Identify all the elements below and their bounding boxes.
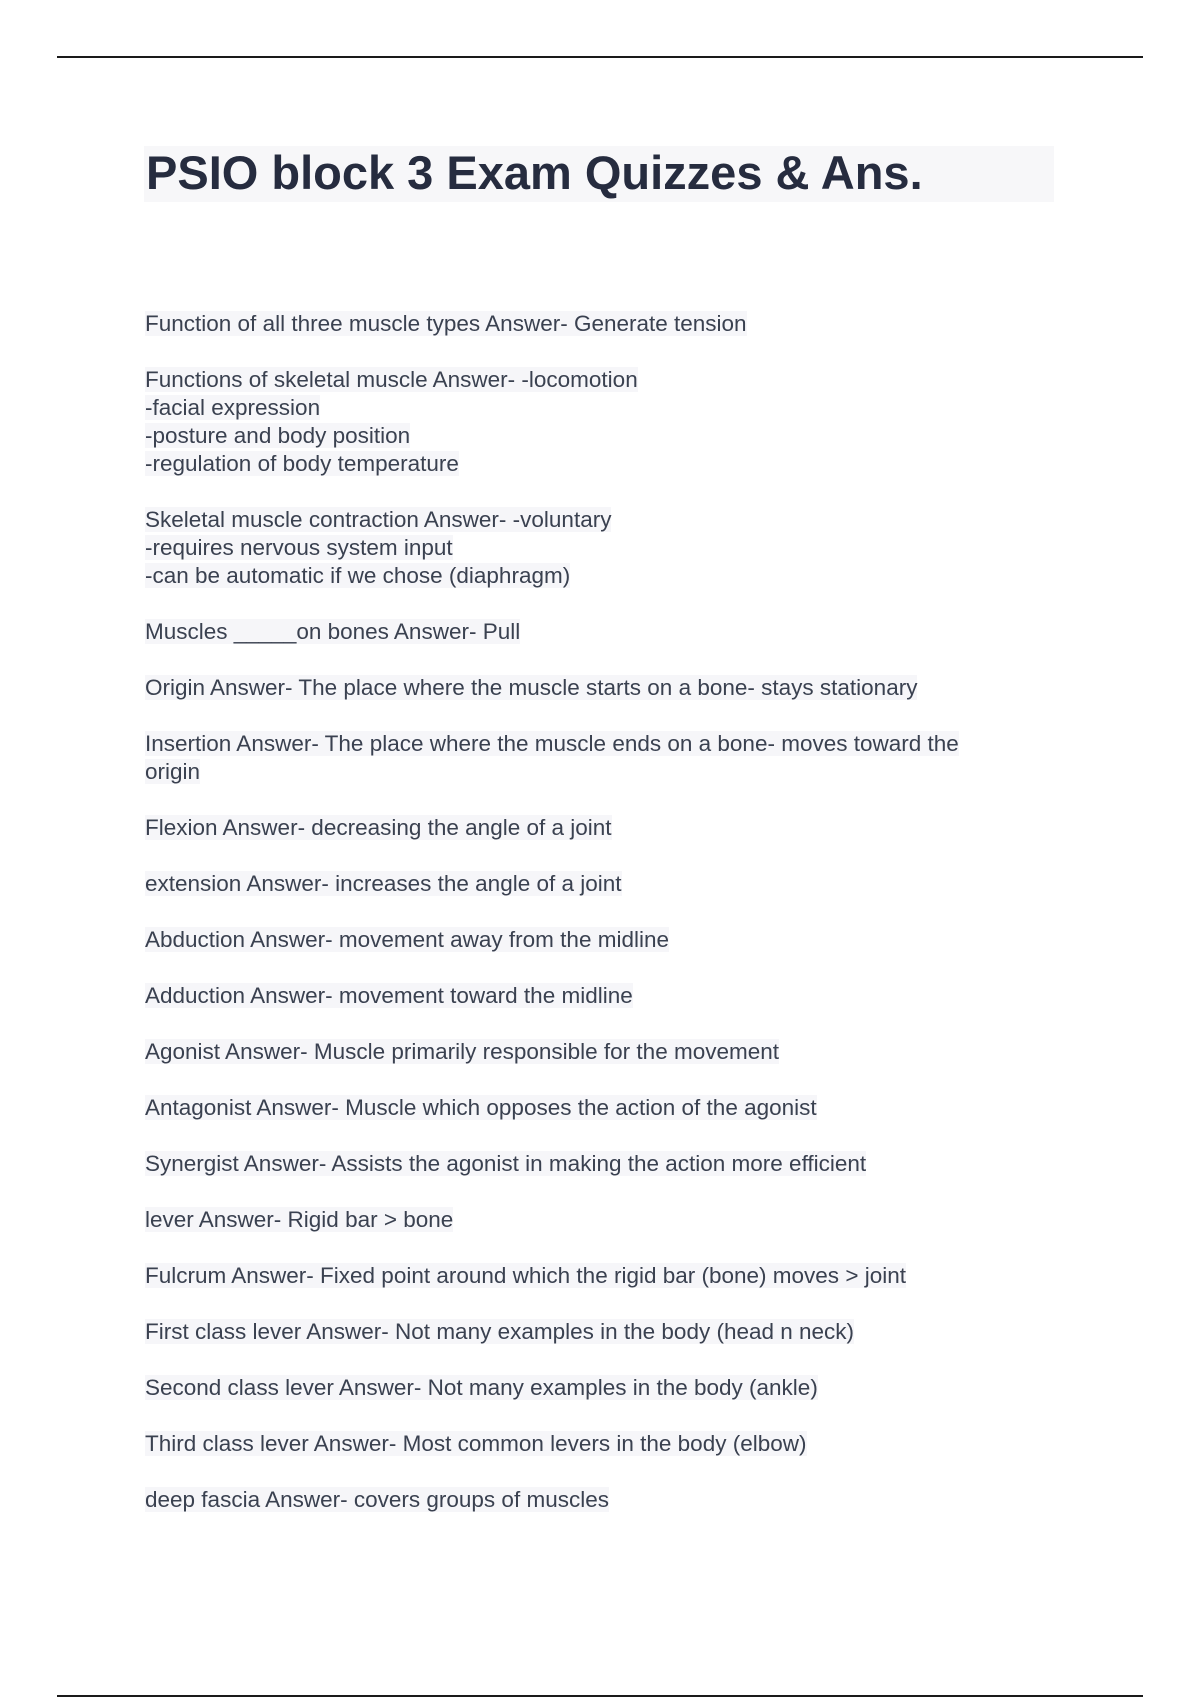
qa-list xyxy=(145,310,1065,1542)
qa-entry: Insertion Answer- The place where the muscle ends on a bone- moves toward the origin xyxy=(145,731,959,784)
qa-entry: Second class lever Answer- Not many examples in the body (ankle) xyxy=(145,1375,818,1400)
qa-entry: Antagonist Answer- Muscle which opposes the action of the agonist xyxy=(145,1095,817,1120)
qa-entry: Function of all three muscle types Answer- Generate tension xyxy=(145,311,747,336)
qa-entry: lever Answer- Rigid bar > bone xyxy=(145,1207,454,1232)
qa-entry: extension Answer- increases the angle of a joint xyxy=(145,871,622,896)
document-title: PSIO block 3 Exam Quizzes & Ans. xyxy=(146,146,923,199)
top-divider xyxy=(57,56,1143,58)
qa-entry: Skeletal muscle contraction Answer- -voluntary -requires nervous system input -can be automatic if we chose (diaphragm) xyxy=(145,507,612,588)
qa-entry: Muscles _____on bones Answer- Pull xyxy=(145,619,521,644)
qa-entry: Synergist Answer- Assists the agonist in making the action more efficient xyxy=(145,1151,867,1176)
qa-entry: First class lever Answer- Not many examples in the body (head n neck) xyxy=(145,1319,855,1344)
qa-entry: Third class lever Answer- Most common levers in the body (elbow) xyxy=(145,1431,807,1456)
qa-entry: Fulcrum Answer- Fixed point around which the rigid bar (bone) moves > joint xyxy=(145,1263,906,1288)
qa-entry: Origin Answer- The place where the muscle starts on a bone- stays stationary xyxy=(145,675,918,700)
bottom-divider xyxy=(57,1695,1143,1697)
qa-entry: Functions of skeletal muscle Answer- -locomotion -facial expression -posture and body position -regulation of body temperature xyxy=(145,367,638,476)
qa-entry: Flexion Answer- decreasing the angle of a joint xyxy=(145,815,612,840)
qa-entry: Abduction Answer- movement away from the midline xyxy=(145,927,669,952)
qa-entry: deep fascia Answer- covers groups of muscles xyxy=(145,1487,609,1512)
qa-entry: Adduction Answer- movement toward the midline xyxy=(145,983,633,1008)
qa-entry: Agonist Answer- Muscle primarily responsible for the movement xyxy=(145,1039,779,1064)
